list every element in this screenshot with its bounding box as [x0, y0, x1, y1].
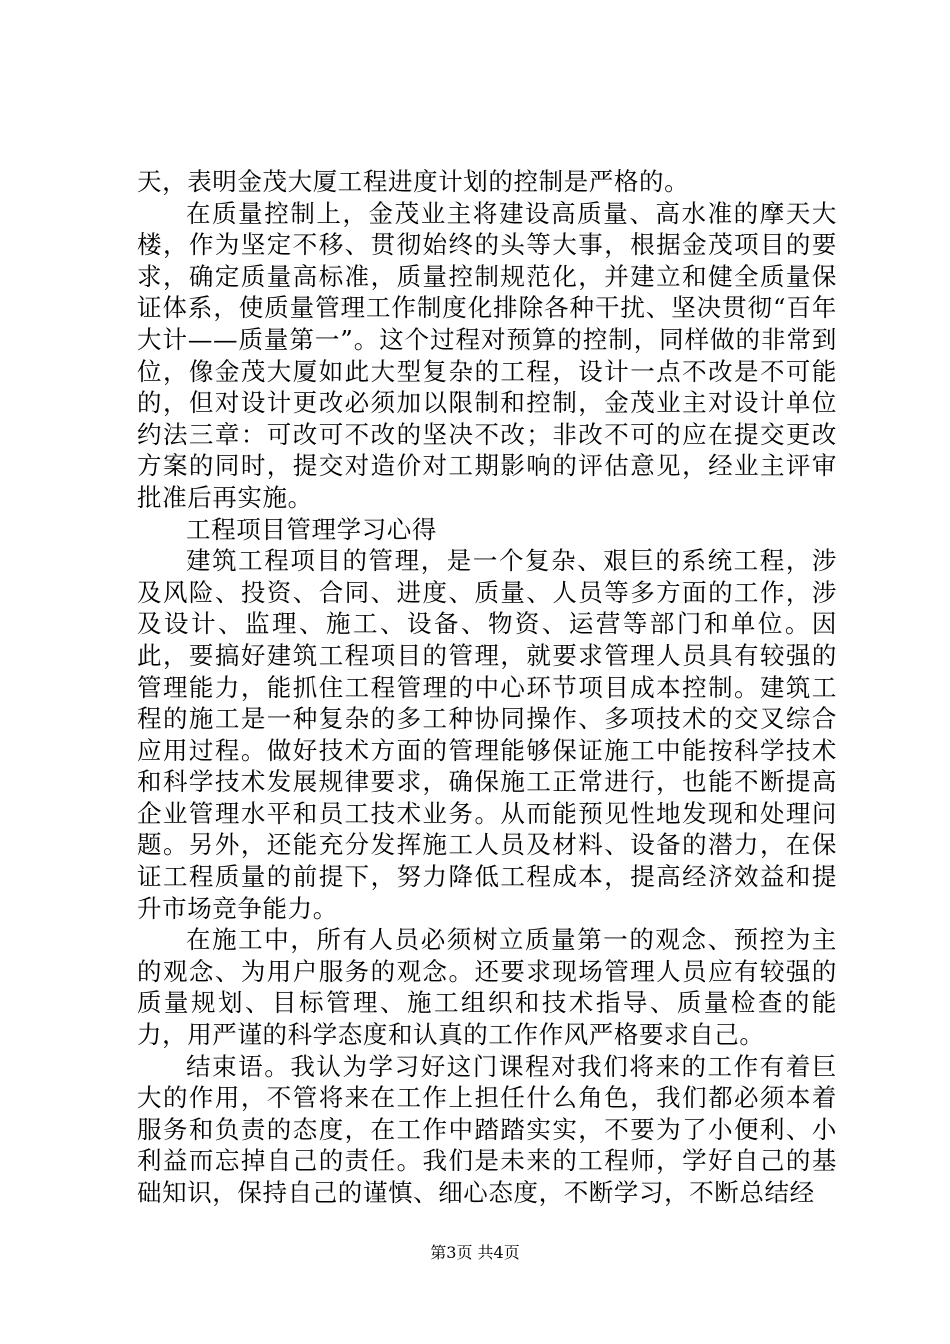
paragraph-3: 建筑工程项目的管理，是一个复杂、艰巨的系统工程，涉及风险、投资、合同、进度、质量、人员等多方面的工作，涉及设计、监理、施工、设备、物资、运营等部门和单位。因此，要搞好建筑工程项目的管理，就要求管理人员具有较强的管理能力，能抓住工程管理的中心环节项目成本控制。建筑工程的施工是一种复杂的多工种协同操作、多项技术的交叉综合应用过程。做好技术方面的管理能够保证施工中能按科学技术和科学技术发展规律要求，确保施工正常进行，也能不断提高企业管理水平和员工技术业务。从而能预见性地发现和处理问题。另外，还能充分发挥施工人员及材料、设备的潜力，在保证工程质量的前提下，努力降低工程成本，提高经济效益和提升市场竞争能力。 — [137, 546, 837, 923]
paragraph-5: 结束语。我认为学习好这门课程对我们将来的工作有着巨大的作用，不管将来在工作上担任什么角色，我们都必须本着服务和负责的态度，在工作中踏踏实实，不要为了小便利、小利益而忘掉自己的责任。我们是未来的工程师，学好自己的基础知识，保持自己的谨慎、细心态度，不断学习，不断总结经 — [137, 1051, 837, 1207]
document-body — [137, 166, 837, 1209]
paragraph-4: 在施工中，所有人员必须树立质量第一的观念、预控为主的观念、为用户服务的观念。还要求现场管理人员应有较强的质量规划、目标管理、施工组织和技术指导、质量检查的能力，用严谨的科学态度和认真的工作作风严格要求自己。 — [137, 925, 837, 1050]
paragraph-2: 在质量控制上，金茂业主将建设高质量、高水准的摩天大楼，作为坚定不移、贯彻始终的头等大事，根据金茂项目的要求，确定质量高标准，质量控制规范化，并建立和健全质量保证体系，使质量管理工作制度化排除各种干扰、坚决贯彻“百年大计——质量第一”。这个过程对预算的控制，同样做的非常到位，像金茂大厦如此大型复杂的工程，设计一点不改是不可能的，但对设计更改必须加以限制和控制，金茂业主对设计单位约法三章：可改可不改的坚决不改；非改不可的应在提交更改方案的同时，提交对造价对工期影响的评估意见，经业主评审批准后再实施。 — [137, 198, 837, 512]
paragraph-1: 天，表明金茂大厦工程进度计划的控制是严格的。 — [137, 167, 690, 196]
page-footer: 第3页 共4页 — [430, 1243, 520, 1262]
section-heading: 工程项目管理学习心得 — [186, 514, 437, 544]
